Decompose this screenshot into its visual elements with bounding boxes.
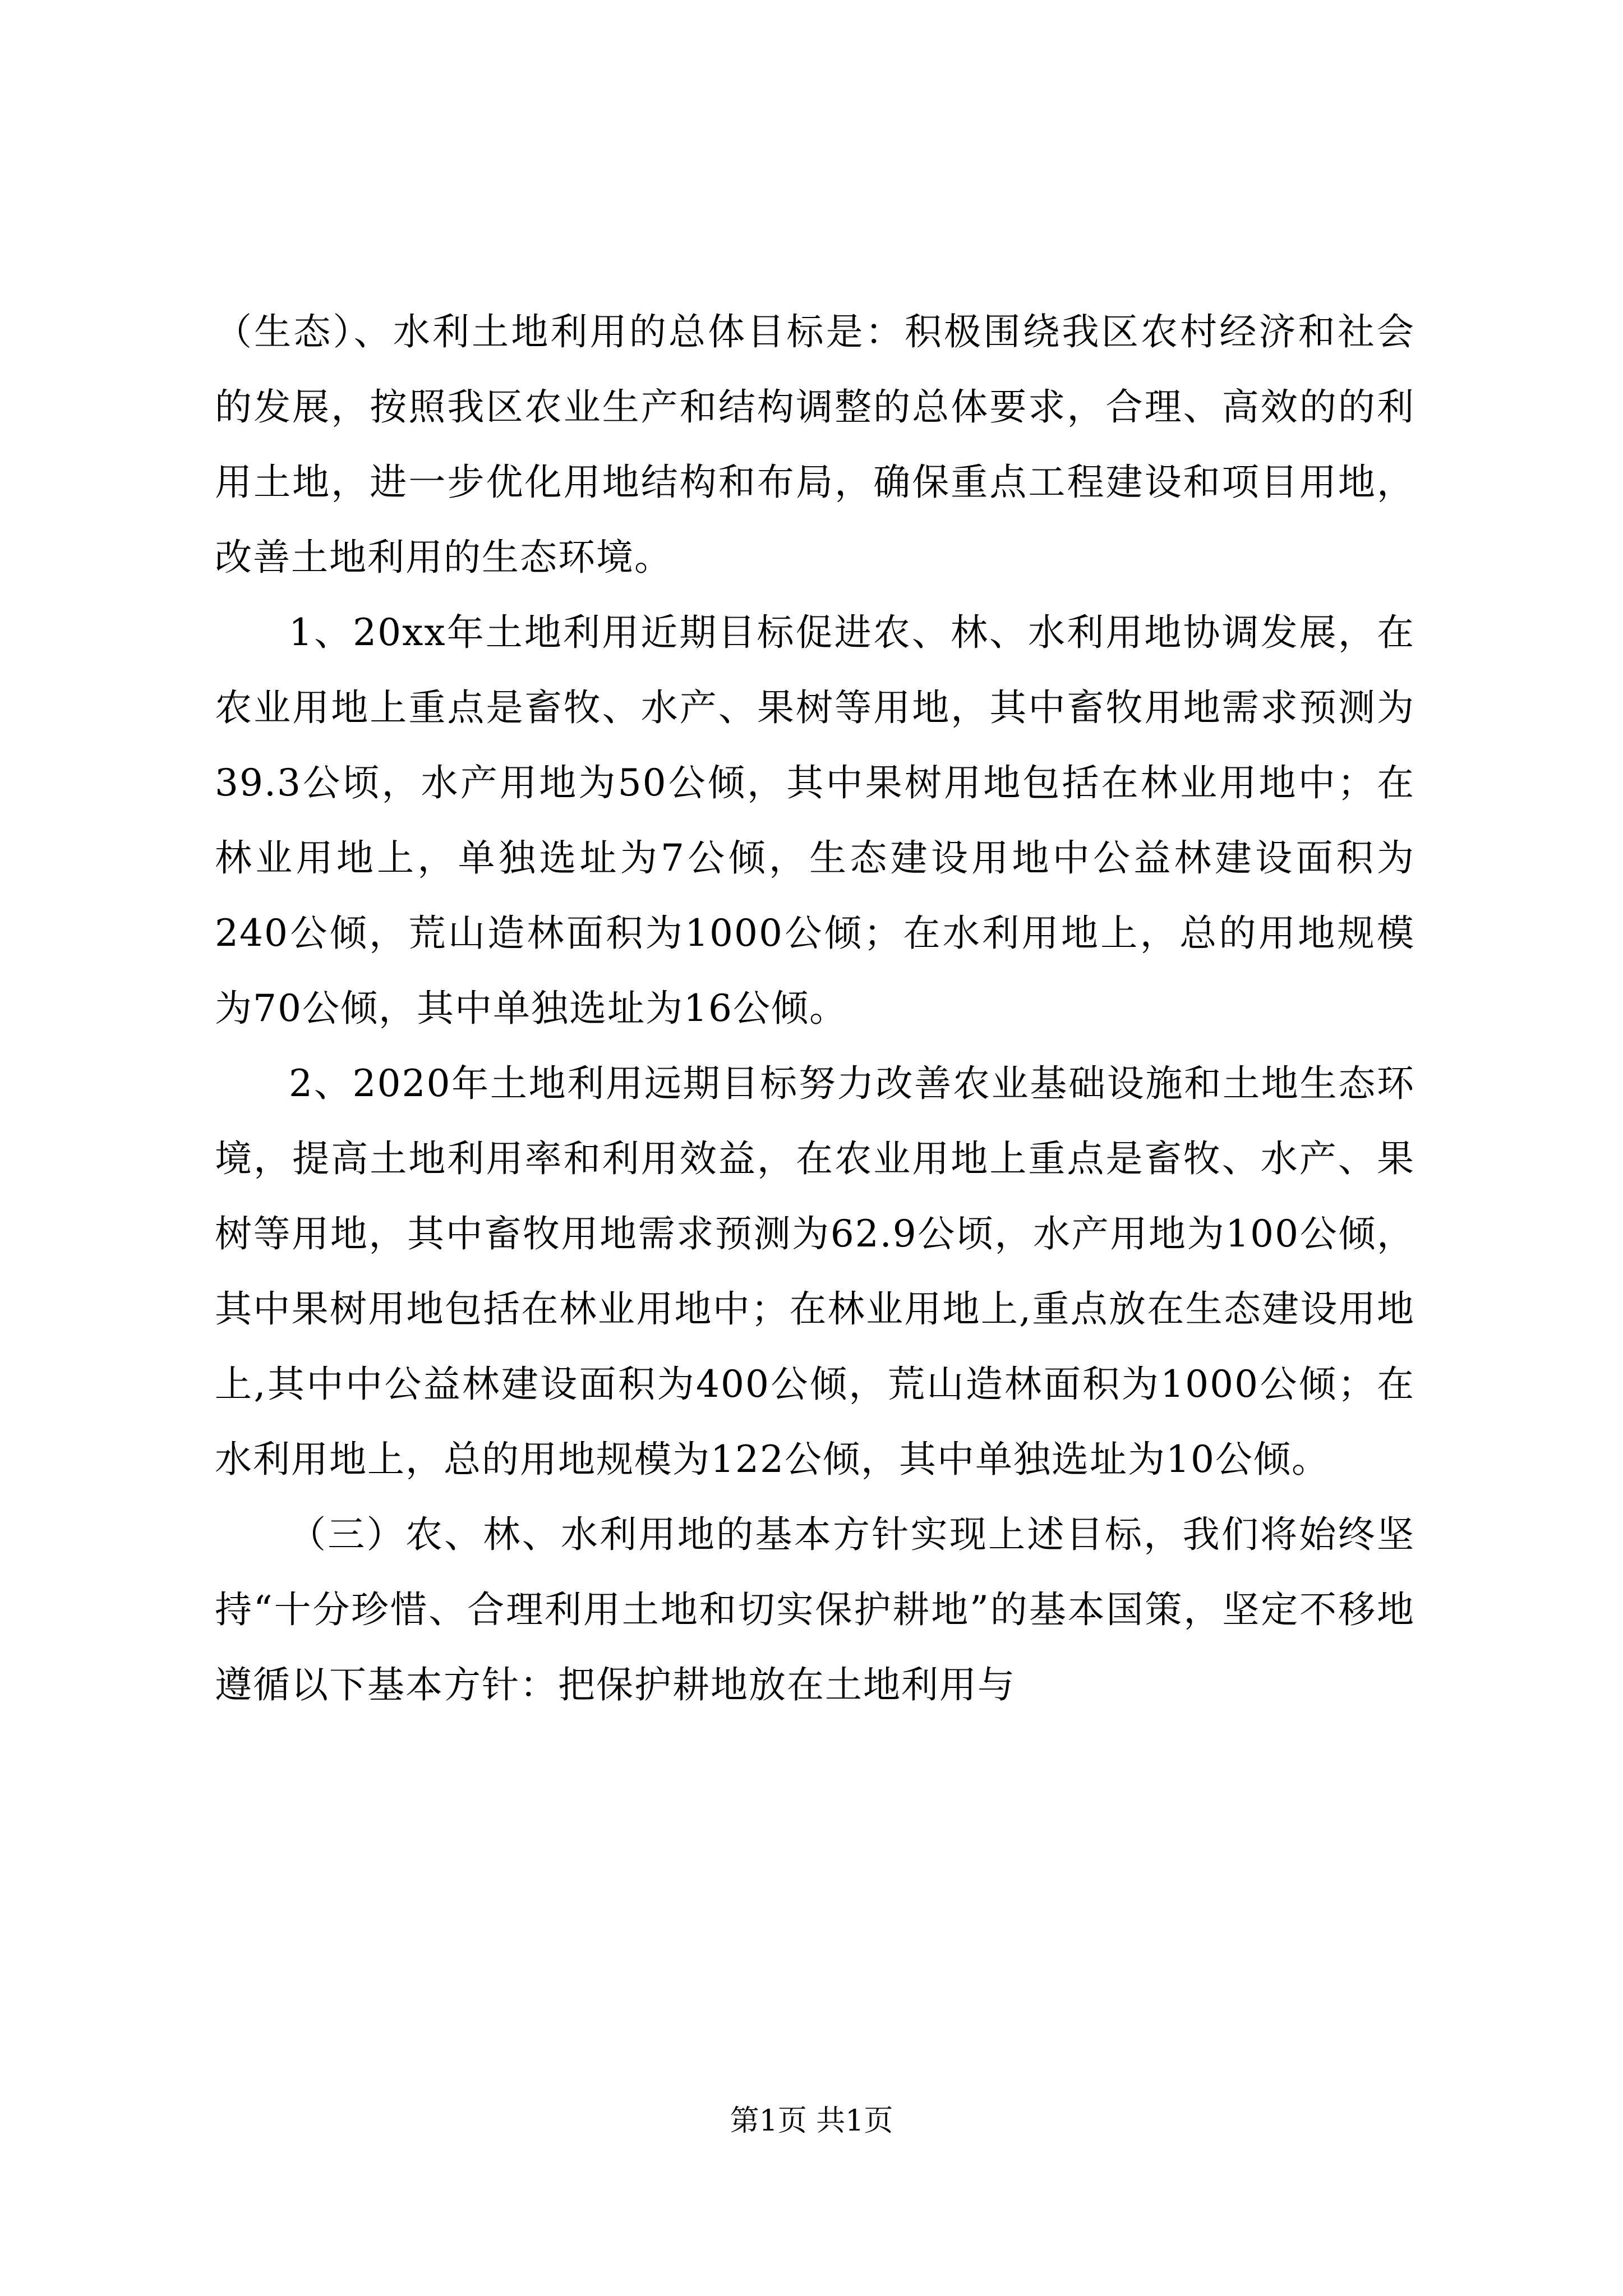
paragraph-goal-overview: （生态）、水利土地利用的总体目标是：积极围绕我区农村经济和社会的发展，按照我区农业生产和结构调整的总体要求，合理、高效的的利用土地，进一步优化用地结构和布局，确保重点工程建设和项目用地，改善土地利用的生态环境。: [215, 310, 1415, 579]
document-body: [215, 295, 1415, 1723]
paragraph-near-term-goal: 1、20xx年土地利用近期目标促进农、林、水利用地协调发展，在农业用地上重点是畜牧、水产、果树等用地，其中畜牧用地需求预测为39.3公顷，水产用地为50公倾，其中果树用地包括在林业用地中；在林业用地上，单独选址为7公倾，生态建设用地中公益林建设面积为240公倾，荒山造林面积为1000公倾；在水利用地上，总的用地规模为70公倾，其中单独选址为16公倾。: [215, 611, 1415, 1030]
paragraph-long-term-goal: 2、2020年土地利用远期目标努力改善农业基础设施和土地生态环境，提高土地利用率和利用效益，在农业用地上重点是畜牧、水产、果树等用地，其中畜牧用地需求预测为62.9公顷，水产用地为100公倾，其中果树用地包括在林业用地中；在林业用地上,重点放在生态建设用地上,其中中公益林建设面积为400公倾，荒山造林面积为1000公倾；在水利用地上，总的用地规模为122公倾，其中单独选址为10公倾。: [215, 1062, 1415, 1481]
paragraph-basic-policy: （三）农、林、水利用地的基本方针实现上述目标，我们将始终坚持“十分珍惜、合理利用土地和切实保护耕地”的基本国策，坚定不移地遵循以下基本方针：把保护耕地放在土地利用与: [215, 1513, 1415, 1706]
page-footer: 第1页 共1页: [730, 2104, 893, 2138]
